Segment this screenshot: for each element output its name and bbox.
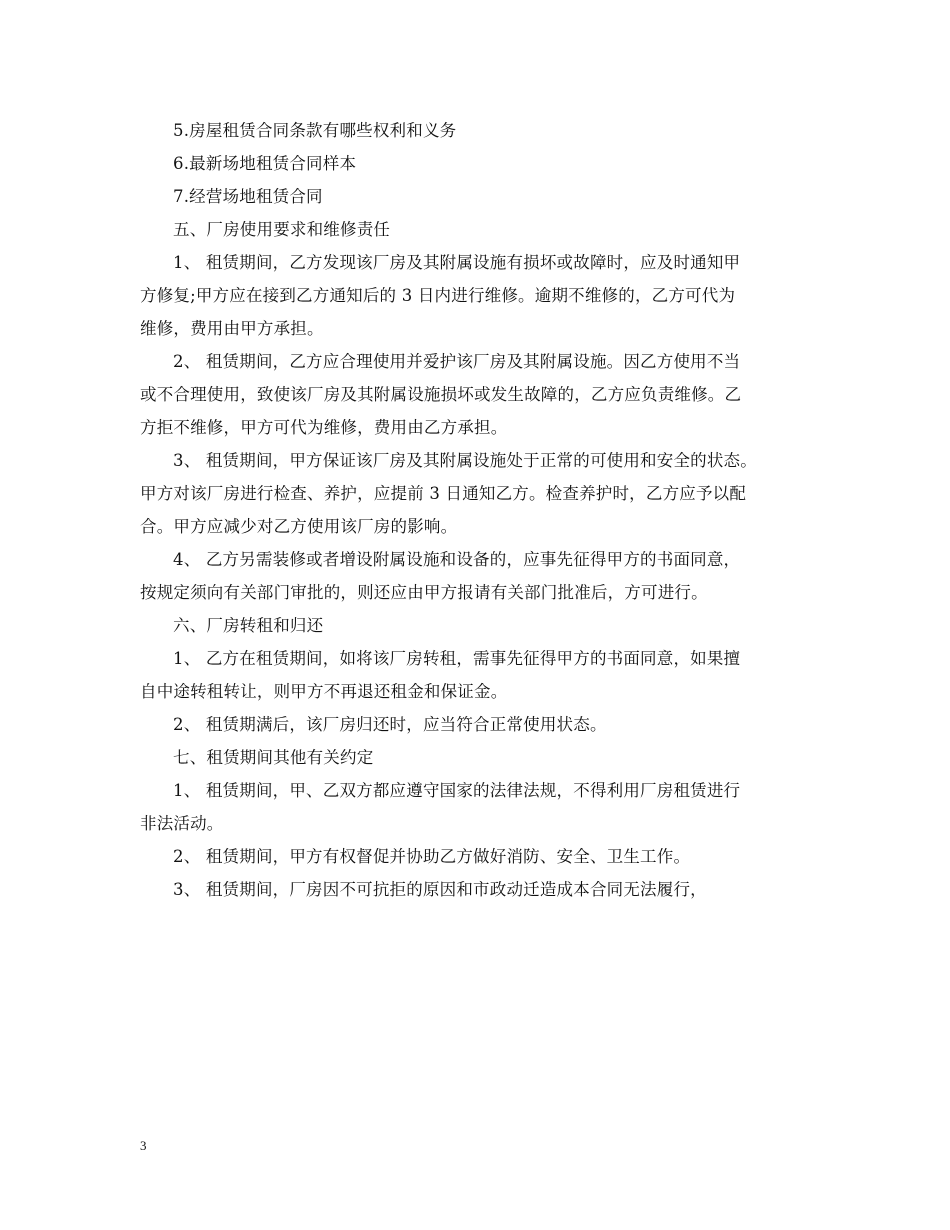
- section-heading: 七、租赁期间其他有关约定: [173, 748, 374, 767]
- text-line: 2、 租赁期间，乙方应合理使用并爱护该厂房及其附属设施。因乙方使用不当: [173, 352, 741, 371]
- text-line: 3、 租赁期间，甲方保证该厂房及其附属设施处于正常的可使用和安全的状态。: [173, 451, 757, 470]
- text-line: 4、 乙方另需装修或者增设附属设施和设备的，应事先征得甲方的书面同意，: [173, 550, 741, 569]
- section-heading: 六、厂房转租和归还: [173, 616, 324, 635]
- text-line: 1、 租赁期间，乙方发现该厂房及其附属设施有损坏或故障时，应及时通知甲: [173, 253, 741, 272]
- text-line: 5.房屋租赁合同条款有哪些权利和义务: [173, 121, 457, 140]
- text-line: 2、 租赁期间，甲方有权督促并协助乙方做好消防、安全、卫生工作。: [173, 847, 691, 866]
- text-line: 1、 租赁期间，甲、乙双方都应遵守国家的法律法规，不得利用厂房租赁进行: [173, 781, 741, 800]
- text-line: 1、 乙方在租赁期间，如将该厂房转租，需事先征得甲方的书面同意，如果擅: [173, 649, 741, 668]
- text-line: 2、 租赁期满后，该厂房归还时，应当符合正常使用状态。: [173, 715, 607, 734]
- text-line: 非法活动。: [140, 814, 224, 833]
- text-line: 6.最新场地租赁合同样本: [173, 154, 357, 173]
- text-line: 方拒不维修，甲方可代为维修，费用由乙方承担。: [140, 418, 508, 437]
- text-line: 或不合理使用，致使该厂房及其附属设施损坏或发生故障的，乙方应负责维修。乙: [140, 385, 742, 404]
- text-line: 7.经营场地租赁合同: [173, 187, 323, 206]
- text-line: 按规定须向有关部门审批的，则还应由甲方报请有关部门批准后，方可进行。: [140, 583, 708, 602]
- text-line: 维修，费用由甲方承担。: [140, 319, 324, 338]
- text-line: 甲方对该厂房进行检查、养护，应提前 3 日通知乙方。检查养护时，乙方应予以配: [140, 484, 747, 503]
- text-line: 自中途转租转让，则甲方不再退还租金和保证金。: [140, 682, 508, 701]
- text-line: 方修复;甲方应在接到乙方通知后的 3 日内进行维修。逾期不维修的，乙方可代为: [140, 286, 736, 305]
- page-number: 3: [140, 1138, 147, 1153]
- document-body: [140, 114, 830, 906]
- section-heading: 五、厂房使用要求和维修责任: [173, 220, 391, 239]
- text-line: 3、 租赁期间，厂房因不可抗拒的原因和市政动迁造成本合同无法履行，: [173, 880, 707, 899]
- text-line: 合。甲方应减少对乙方使用该厂房的影响。: [140, 517, 458, 536]
